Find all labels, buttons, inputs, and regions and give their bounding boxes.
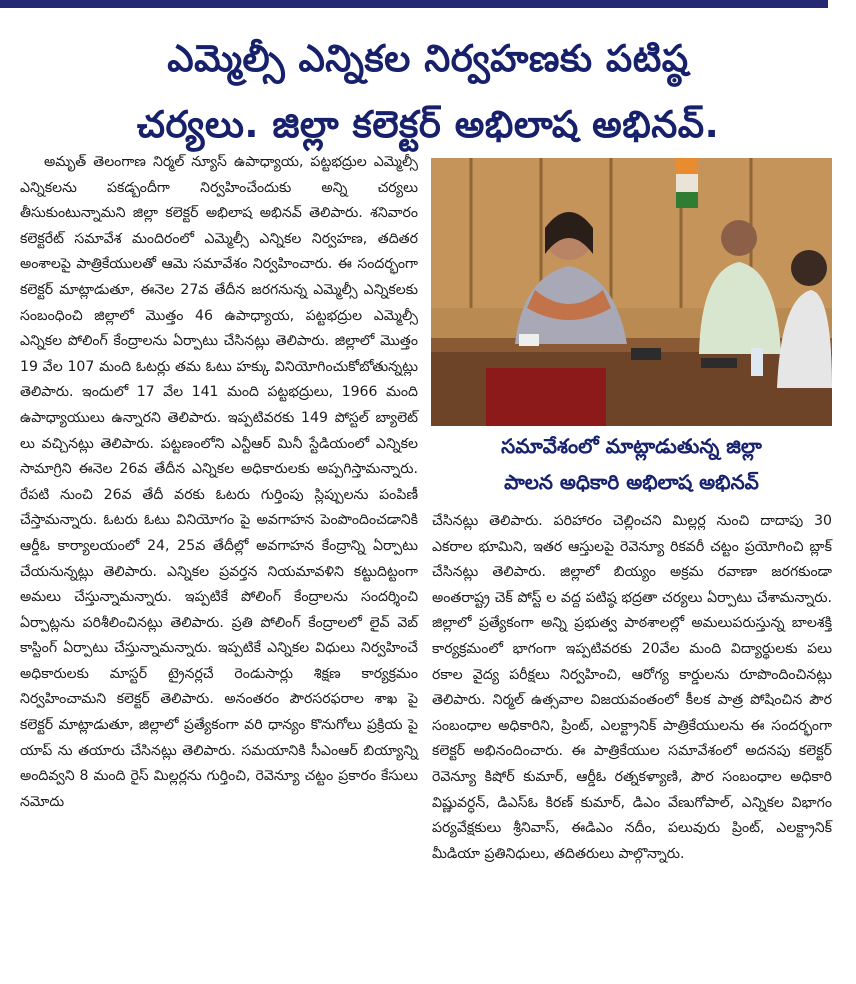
headline-line-2: చర్యలు. జిల్లా కలెక్టర్ అభిలాష అభినవ్. — [136, 103, 720, 146]
headline-line-1: ఎమ్మెల్సీ ఎన్నికల నిర్వహణకు పటిష్ఠ — [167, 37, 689, 80]
article-paragraph: చేసినట్లు తెలిపారు. పరిహారం చెల్లించని మిల్లర్ల నుంచి దాదాపు 30 ఎకరాల భూమిని, ఇతర ఆస్తులపై రెవెన్యూ రికవరీ చట్టం ప్రయోగించి బ్లాక్ చేసినట్లు తెలిపారు. జిల్లాలో బియ్యం అక్రమ రవాణా జరగకుండా అంతరాష్ట్ర చెక్ పోస్ట్ ల వద్ద పటిష్ఠ భద్రతా చర్యలు ఏర్పాటు చేశామన్నారు. జిల్లాలో ప్రత్యేకంగా అన్ని ప్రభుత్వ పాఠశాలల్లో అమలుపరుస్తున్న బాలశక్తి కార్యక్రమంలో భాగంగా ఇప్పటివరకు 20వేల మంది విద్యార్థులకు పలు రకాల వైద్య పరీక్షలు నిర్వహించి, ఆరోగ్య కార్డులను రూపొందించినట్లు తెలిపారు. నిర్మల్ ఉత్సవాల విజయవంతంలో కీలక పాత్ర పోషించిన పౌర సంబంధాల అధికారిని, ప్రింట్, ఎలక్ట్రానిక్ పాత్రికేయులను ఈ సందర్భంగా కలెక్టర్ అభినందించారు. ఈ పాత్రికేయుల సమావేశంలో అదనపు కలెక్టర్ రెవెన్యూ కిషోర్ కుమార్, ఆర్డీఓ రత్నకళ్యాణి, పౌర సంబంధాల అధికారి విష్ణువర్ధన్, డిఎస్ఓ కిరణ్ కుమార్, డిఎం వేణుగోపాల్, ఎన్నికల విభాగం పర్యవేక్షకులు శ్రీనివాస్, ఈడిఎం నదీం, పలువురు ప్రింట్, ఎలక్ట్రానిక్ మీడియా ప్రతినిధులు, తదితరులు పాల్గొన్నారు. — [432, 513, 832, 862]
headline — [20, 26, 836, 158]
article-paragraph: అమృత్ తెలంగాణ నిర్మల్ న్యూస్ ఉపాధ్యాయ, పట్టభద్రుల ఎమ్మెల్సీ ఎన్నికలను పకడ్బందీగా నిర్వహించేందుకు అన్ని చర్యలు తీసుకుంటున్నామని జిల్లా కలెక్టర్ అభిలాష అభినవ్ తెలిపారు. శనివారం కలెక్టరేట్ సమావేశ మందిరంలో ఎమ్మెల్సీ ఎన్నికల నిర్వహణ, తదితర అంశాలపై పాత్రికేయులతో ఆమె సమావేశం నిర్వహించారు. ఈ సందర్భంగా కలెక్టర్ మాట్లాడుతూ, ఈనెల 27వ తేదీన జరగనున్న ఎమ్మెల్సీ ఎన్నికలకు సంబంధించి జిల్లాలో మొత్తం 46 ఉపాధ్యాయ, పట్టభద్రుల ఎమ్మెల్సీ ఎన్నికల పోలింగ్ కేంద్రాలను ఏర్పాటు చేసినట్లు తెలిపారు. జిల్లాలో మొత్తం 19 వేల 107 మంది ఓటర్లు తమ ఓటు హక్కు వినియోగించుకోబోతున్నట్లు తెలిపారు. ఇందులో 17 వేల 141 మంది పట్టభద్రులు, 1966 మంది ఉపాధ్యాయులు ఉన్నారని తెలిపారు. ఇప్పటివరకు 149 పోస్టల్ బ్యాలెట్ లు వచ్చినట్లు తెలిపారు. పట్టణంలోని ఎన్టీఆర్ మినీ స్టేడియంలో ఎన్నికల సామాగ్రిని ఈనెల 26వ తేదీన ఎన్నికల అధికారులకు అప్పగిస్తామన్నారు. రేపటి నుంచి 26వ తేదీ వరకు ఓటరు గుర్తింపు స్లిప్పులను పంపిణీ చేస్తామన్నారు. ఓటరు ఓటు వినియోగం పై అవగాహన పెంపొందించడానికి ఆర్డీఓ కార్యాలయంలో 24, 25వ తేదీల్లో అవగాహన కేంద్రాన్ని ఏర్పాటు చేయనున్నట్లు తెలిపారు. ఎన్నికల ప్రవర్తన నియమావళిని కట్టుదిట్టంగా అమలు చేస్తున్నామన్నారు. ఇప్పటికే పోలింగ్ కేంద్రాలను సందర్శించి ఏర్పాట్లను పరిశీలించినట్లు తెలిపారు. ప్రతి పోలింగ్ కేంద్రాలలో లైవ్ వెబ్ కాస్టింగ్ ఏర్పాటు చేస్తున్నామన్నారు. ఇప్పటికే ఎన్నికల విధులు నిర్వహించే అధికారులకు మాస్టర్ ట్రైనర్లచే రెండుసార్లు శిక్షణ కార్యక్రమం నిర్వహించామని కలెక్టర్ తెలిపారు. అనంతరం పౌరసరఫరాల శాఖ పై కలెక్టర్ మాట్లాడుతూ, జిల్లాలో ప్రత్యేకంగా వరి ధాన్యం కొనుగోలు ప్రక్రియ పై యాప్ ను తయారు చేసినట్లు తెలిపారు. సమయానికి సీఎంఆర్ బియ్యాన్ని అందివ్వని 8 మంది రైస్ మిల్లర్లను గుర్తించి, రెవెన్యూ చట్టం ప్రకారం కేసులు నమోదు — [20, 154, 418, 810]
meeting-photo-illustration — [431, 158, 832, 426]
photo-caption — [431, 428, 832, 500]
photo-caption-line-2: పాలన అధికారి అభిలాష అభినవ్ — [504, 470, 759, 494]
meeting-photo — [431, 158, 832, 426]
article-right-column — [432, 509, 832, 867]
article-left-column — [20, 150, 418, 815]
photo-caption-line-1: సమావేశంలో మాట్లాడుతున్న జిల్లా — [501, 434, 762, 458]
top-color-bar — [0, 0, 828, 8]
